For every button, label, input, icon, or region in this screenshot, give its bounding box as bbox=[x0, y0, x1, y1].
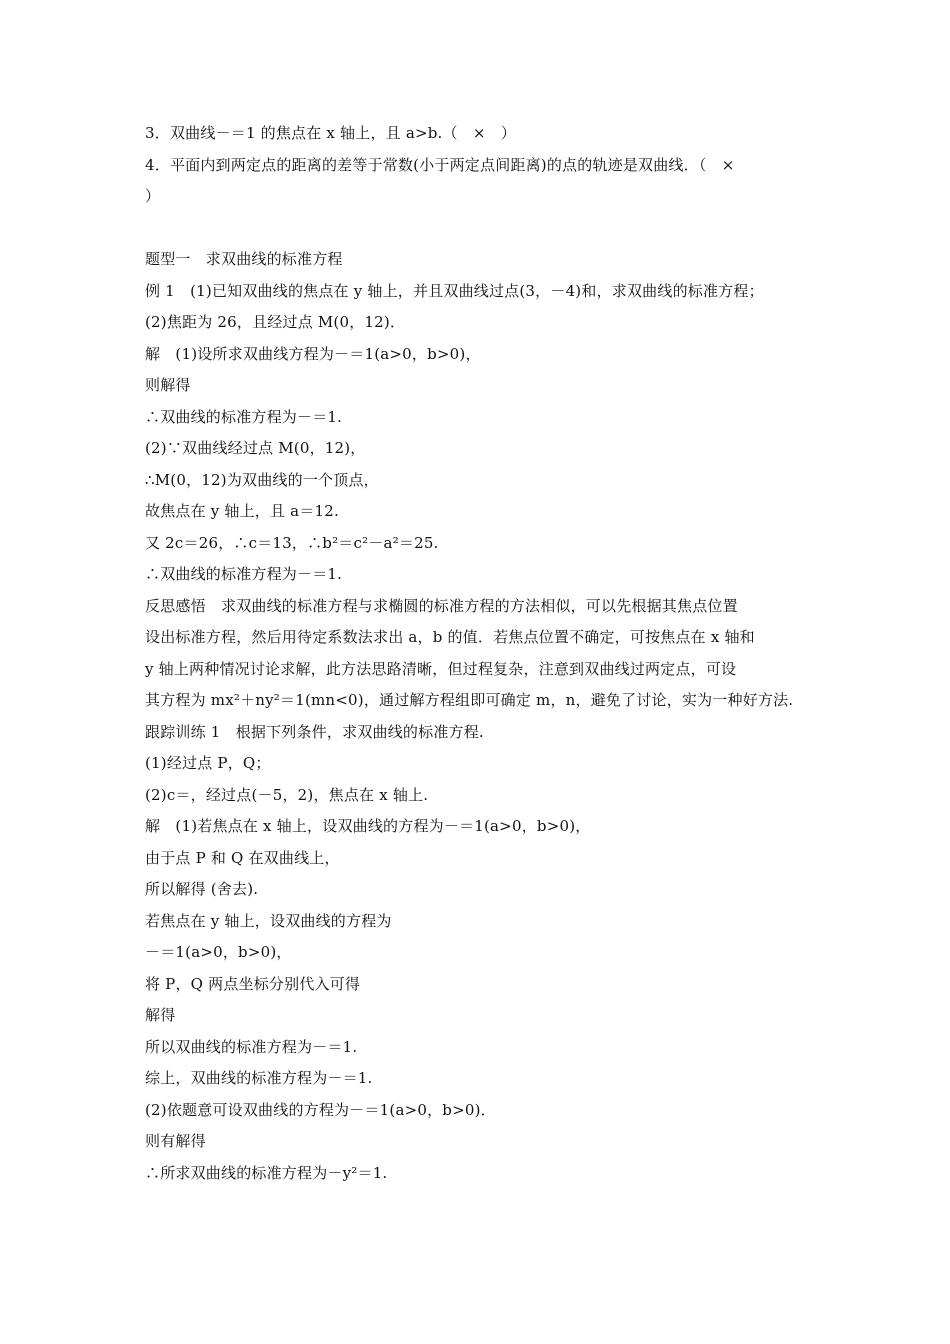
text-line: 将 P，Q 两点坐标分别代入可得 bbox=[145, 974, 361, 993]
text-line: 综上，双曲线的标准方程为－＝1. bbox=[145, 1069, 373, 1087]
text-line: 解得 bbox=[145, 1006, 176, 1024]
reflection-line: 设出标准方程，然后用待定系数法求出 a，b 的值．若焦点位置不确定，可按焦点在 x 轴和 bbox=[145, 628, 755, 646]
text-line: 所以双曲线的标准方程为－＝1. bbox=[145, 1037, 358, 1056]
document-page bbox=[145, 118, 825, 1189]
text-line: (2)∵双曲线经过点 M(0，12)， bbox=[145, 439, 366, 457]
text-line: (1)经过点 P，Q； bbox=[145, 754, 271, 772]
text-line: 所以解得 (舍去). bbox=[145, 880, 259, 898]
exercise-title: 跟踪训练 1 根据下列条件，求双曲线的标准方程. bbox=[145, 722, 484, 741]
solution-line: 解 (1)若焦点在 x 轴上，设双曲线的方程为－＝1(a>0，b>0)， bbox=[145, 817, 591, 835]
text-line: 由于点 P 和 Q 在双曲线上， bbox=[145, 848, 340, 867]
text-line: ） bbox=[145, 187, 161, 205]
example-title: 例 1 (1)已知双曲线的焦点在 y 轴上，并且双曲线过点(3，－4)和，求双曲线的标准方程； bbox=[145, 281, 764, 300]
text-line: 3．双曲线－＝1 的焦点在 x 轴上，且 a>b.（ × ） bbox=[145, 124, 517, 142]
text-line: (2)焦距为 26，且经过点 M(0，12)． bbox=[145, 313, 406, 331]
text-line: 4．平面内到两定点的距离的差等于常数(小于两定点间距离)的点的轨迹是双曲线．（ × bbox=[145, 155, 735, 174]
text-line: 则解得 bbox=[145, 376, 191, 394]
solution-line: 解 (1)设所求双曲线方程为－＝1(a>0，b>0)， bbox=[145, 344, 481, 363]
text-line: 又 2c＝26，∴c＝13，∴b²＝c²－a²＝25. bbox=[145, 533, 439, 552]
text-line: 则有解得 bbox=[145, 1132, 206, 1150]
section-heading: 题型一 求双曲线的标准方程 bbox=[145, 250, 343, 268]
text-line: 故焦点在 y 轴上，且 a＝12. bbox=[145, 502, 339, 520]
reflection-line: 其方程为 mx²＋ny²＝1(mn<0)，通过解方程组即可确定 m，n，避免了讨论，实为一种好方法. bbox=[145, 691, 794, 709]
text-line: (2)依题意可设双曲线的方程为－＝1(a>0，b>0)． bbox=[145, 1100, 496, 1119]
text-line: 若焦点在 y 轴上，设双曲线的方程为 bbox=[145, 911, 392, 930]
text-line: ∴所求双曲线的标准方程为－y²＝1. bbox=[145, 1163, 388, 1182]
reflection-line: y 轴上两种情况讨论求解，此方法思路清晰，但过程复杂，注意到双曲线过两定点，可设 bbox=[145, 659, 737, 678]
text-line: ∴双曲线的标准方程为－＝1. bbox=[145, 407, 343, 426]
text-line: (2)c＝，经过点(－5，2)，焦点在 x 轴上. bbox=[145, 785, 429, 804]
blank-line bbox=[145, 213, 825, 245]
text-line: ∴M(0，12)为双曲线的一个顶点， bbox=[145, 470, 379, 489]
text-line: ∴双曲线的标准方程为－＝1. bbox=[145, 565, 343, 583]
text-line: －＝1(a>0，b>0)， bbox=[145, 943, 292, 961]
reflection-line: 反思感悟 求双曲线的标准方程与求椭圆的标准方程的方法相似，可以先根据其焦点位置 bbox=[145, 596, 738, 615]
